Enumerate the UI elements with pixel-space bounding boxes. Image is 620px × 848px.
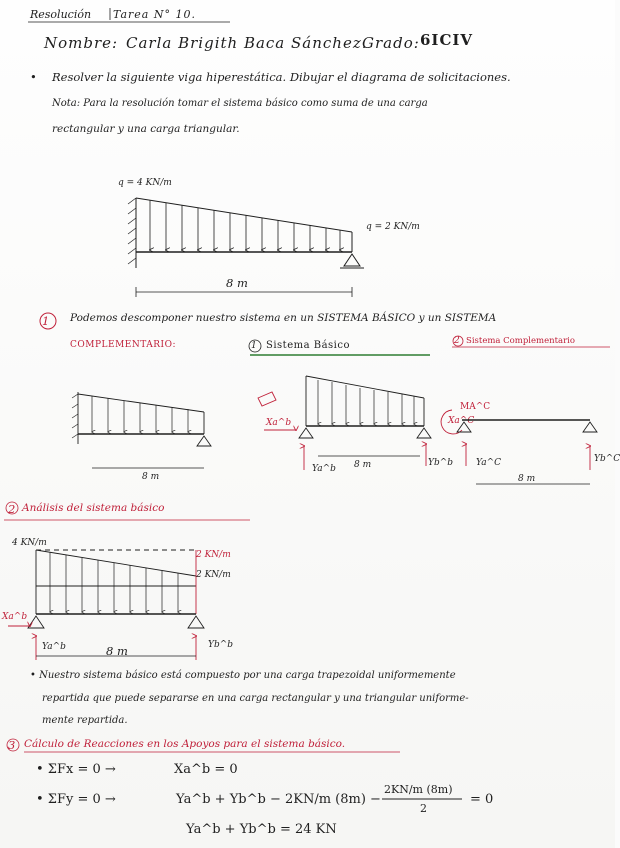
step2-number: 2	[8, 502, 16, 516]
fig2-yb-c: Yb^C	[594, 454, 620, 464]
fig3-span: 8 m	[106, 644, 128, 658]
figure2-original	[72, 392, 211, 468]
figure2-basic	[258, 376, 431, 470]
nombre-label: Nombre:	[44, 34, 119, 52]
basic-title: Sistema Básico	[266, 340, 351, 351]
eq1-rhs: Xa^b = 0	[174, 762, 238, 777]
step1-number: 1	[42, 314, 50, 328]
intro-line3: rectangular y una carga triangular.	[52, 123, 240, 135]
fig2-ya-c: Ya^C	[476, 458, 502, 468]
step2-para2: repartida que puede separarse en una carga rectangular y una triangular uniforme-	[42, 693, 469, 704]
fig2-span-right: 8 m	[518, 474, 536, 484]
fig3-q-r1: 2 KN/m	[196, 550, 231, 560]
step1-text: Podemos descomponer nuestro sistema en un SISTEMA BÁSICO y un SISTEMA	[70, 312, 497, 324]
intro-line2: Nota: Para la resolución tomar el sistema básico como suma de una carga	[52, 98, 428, 109]
resolucion-label: Resolución	[30, 8, 92, 21]
fig2-xa-b: Xa^b	[266, 418, 292, 428]
fig2-ya-b: Ya^b	[312, 464, 336, 474]
eq1-lhs: • ΣFx = 0 →	[36, 762, 116, 777]
basic-number: 1	[251, 341, 257, 351]
fig2-span-left: 8 m	[142, 472, 160, 482]
fig2-yb-b: Yb^b	[428, 458, 454, 468]
comp-number: 2	[454, 336, 460, 346]
eq2-end: = 0	[470, 792, 494, 807]
nombre-value: Carla Brigith Baca Sánchez.	[126, 34, 368, 52]
intro-line1: Resolver la siguiente viga hiperestática. Dibujar el diagrama de solicitaciones.	[52, 70, 511, 84]
fig2-ma-c: MA^C	[460, 402, 491, 412]
fig1-q-left: q = 4 KN/m	[118, 178, 172, 188]
step2-title: Análisis del sistema básico	[22, 502, 165, 514]
step2-para3: mente repartida.	[42, 715, 128, 726]
fig3-ya: Ya^b	[42, 642, 66, 652]
eq2-frac-top: 2KN/m (8m)	[384, 783, 453, 796]
step3-title: Cálculo de Reacciones en los Apoyos para el sistema básico.	[24, 738, 346, 750]
intro-bullet: •	[30, 70, 37, 84]
figure3-basic-analysis	[8, 550, 204, 660]
tarea-title: Tarea N° 10.	[113, 8, 196, 21]
step1-text2: COMPLEMENTARIO:	[70, 340, 176, 350]
grado-value: 6ICIV	[420, 31, 474, 49]
comp-title: Sistema Complementario	[466, 336, 575, 346]
fig3-yb: Yb^b	[208, 640, 234, 650]
fig1-q-right: q = 2 KN/m	[366, 222, 420, 232]
step2-para1: • Nuestro sistema básico está compuesto por una carga trapezoidal uniformemente	[30, 670, 456, 681]
eq2-mid: Ya^b + Yb^b − 2KN/m (8m) −	[176, 792, 381, 807]
fig3-q-r2: 2 KN/m	[196, 570, 231, 580]
eq2-frac-bot: 2	[420, 802, 427, 815]
fig3-xa: Xa^b	[2, 612, 28, 622]
eq2-lhs: • ΣFy = 0 →	[36, 792, 116, 807]
figure1-beam	[128, 198, 364, 297]
step3-number: 3	[8, 738, 16, 752]
grado-label: Grado:	[362, 34, 420, 52]
eq3: Ya^b + Yb^b = 24 KN	[186, 822, 337, 837]
fig1-span: 8 m	[226, 276, 248, 290]
figure2-complementary	[441, 410, 597, 484]
fig2-span-mid: 8 m	[354, 460, 372, 470]
fig3-q-top: 4 KN/m	[12, 538, 47, 548]
fig2-xa-c: Xa^C	[448, 416, 475, 426]
